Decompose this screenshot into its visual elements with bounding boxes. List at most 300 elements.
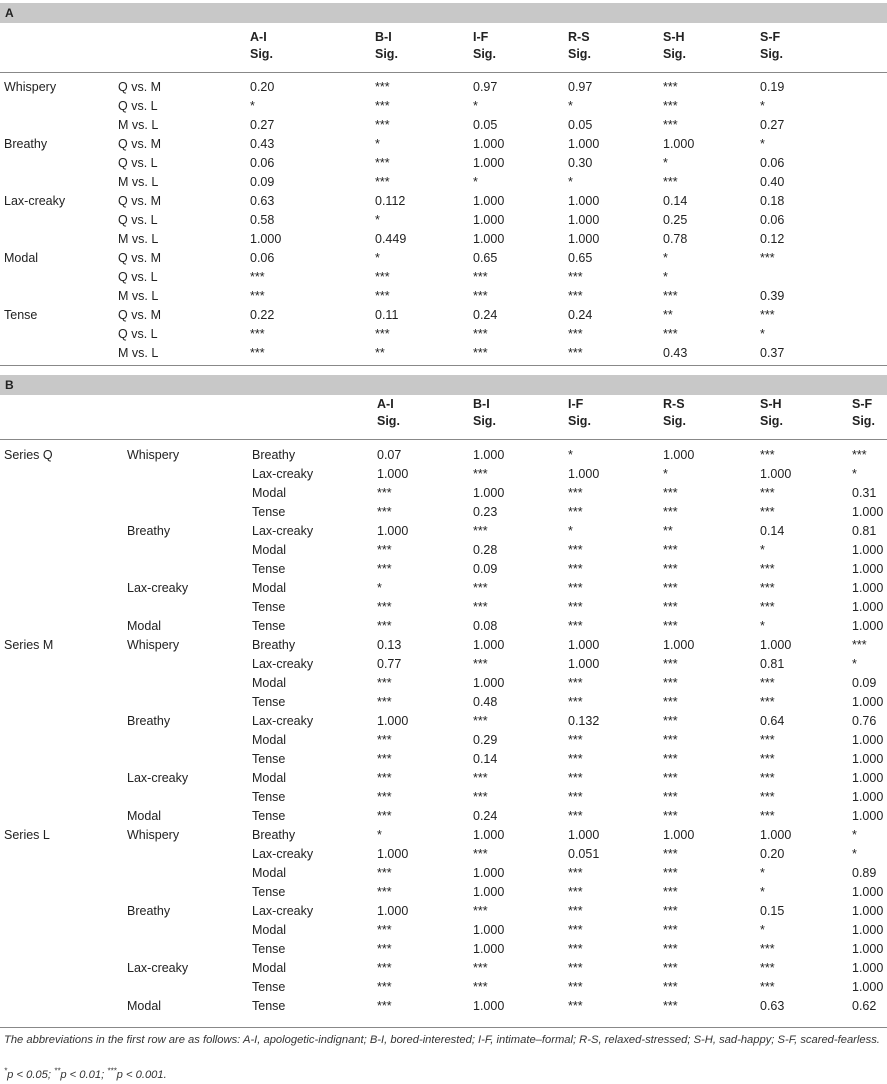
table-cell: *** bbox=[473, 327, 488, 341]
table-cell: 0.25 bbox=[663, 213, 688, 227]
table-cell: Lax-creaky bbox=[127, 771, 189, 785]
table-cell: 1.000 bbox=[473, 137, 505, 151]
table-cell: *** bbox=[473, 581, 488, 595]
table-cell: 0.97 bbox=[473, 80, 498, 94]
panel-b-header-band bbox=[0, 375, 887, 395]
table-cell: 0.43 bbox=[663, 346, 688, 360]
column-header-i-f: I-F bbox=[568, 397, 584, 411]
table-cell: *** bbox=[377, 733, 392, 747]
table-cell: 0.77 bbox=[377, 657, 402, 671]
table-cell: *** bbox=[568, 790, 583, 804]
table-cell: *** bbox=[663, 657, 678, 671]
table-cell: *** bbox=[663, 752, 678, 766]
table-cell: 0.24 bbox=[568, 308, 593, 322]
table-cell: *** bbox=[760, 752, 775, 766]
table-cell: 0.11 bbox=[375, 308, 399, 322]
table-cell: * bbox=[375, 251, 380, 265]
table-cell: *** bbox=[377, 695, 392, 709]
column-header-sig: Sig. bbox=[250, 47, 273, 61]
table-cell: *** bbox=[375, 156, 390, 170]
table-cell: Breathy bbox=[127, 904, 171, 918]
table-cell: *** bbox=[663, 289, 678, 303]
table-cell: *** bbox=[663, 695, 678, 709]
table-cell: *** bbox=[473, 961, 488, 975]
table-cell: 1.000 bbox=[473, 885, 505, 899]
table-cell: 1.000 bbox=[852, 885, 884, 899]
column-header-sig: Sig. bbox=[760, 47, 783, 61]
table-cell: Tense bbox=[252, 999, 286, 1013]
table-cell: ** bbox=[663, 308, 673, 322]
column-header-sig: Sig. bbox=[375, 47, 398, 61]
table-cell: *** bbox=[568, 676, 583, 690]
table-cell: *** bbox=[250, 289, 265, 303]
table-cell: 0.449 bbox=[375, 232, 407, 246]
table-cell: 1.000 bbox=[852, 733, 884, 747]
table-cell: *** bbox=[568, 904, 583, 918]
column-header-sig: Sig. bbox=[568, 47, 591, 61]
table-cell: * bbox=[663, 156, 668, 170]
column-header-sig: Sig. bbox=[473, 414, 496, 428]
table-cell: Lax-creaky bbox=[252, 847, 314, 861]
table-cell: 1.000 bbox=[852, 961, 884, 975]
table-cell: *** bbox=[663, 175, 678, 189]
table-cell: 1.000 bbox=[568, 828, 600, 842]
table-cell: Whispery bbox=[127, 828, 180, 842]
table-cell: 0.051 bbox=[568, 847, 600, 861]
table-cell: 0.39 bbox=[760, 289, 785, 303]
table-cell: 1.000 bbox=[568, 638, 600, 652]
table-cell: 0.48 bbox=[473, 695, 498, 709]
table-cell: *** bbox=[663, 980, 678, 994]
table-cell: *** bbox=[377, 676, 392, 690]
table-cell: * bbox=[760, 137, 765, 151]
table-cell: *** bbox=[663, 676, 678, 690]
table-cell: * bbox=[760, 99, 765, 113]
table-cell: M vs. L bbox=[118, 289, 159, 303]
table-cell: M vs. L bbox=[118, 118, 159, 132]
table-cell: Series L bbox=[4, 828, 50, 842]
table-cell: * bbox=[250, 99, 255, 113]
table-cell: 0.132 bbox=[568, 714, 600, 728]
table-cell: 1.000 bbox=[852, 600, 884, 614]
table-cell: Breathy bbox=[252, 448, 296, 462]
table-cell: * bbox=[760, 543, 765, 557]
table-cell: *** bbox=[663, 99, 678, 113]
column-header-s-f: S-F bbox=[760, 30, 781, 44]
table-cell: Tense bbox=[252, 505, 286, 519]
footnote-abbreviations bbox=[4, 1032, 880, 1049]
table-cell: 0.43 bbox=[250, 137, 275, 151]
table-cell: *** bbox=[568, 581, 583, 595]
table-cell: Modal bbox=[252, 961, 287, 975]
table-cell: *** bbox=[377, 543, 392, 557]
table-cell: 0.62 bbox=[852, 999, 877, 1013]
table-cell: 0.63 bbox=[760, 999, 785, 1013]
table-cell: Q vs. M bbox=[118, 308, 162, 322]
table-cell: *** bbox=[760, 562, 775, 576]
table-cell: 1.000 bbox=[568, 194, 600, 208]
table-cell: * bbox=[760, 885, 765, 899]
table-cell: *** bbox=[663, 714, 678, 728]
table-cell: Q vs. M bbox=[118, 80, 162, 94]
column-header-b-i: B-I bbox=[375, 30, 392, 44]
table-cell: *** bbox=[760, 581, 775, 595]
table-cell: *** bbox=[568, 752, 583, 766]
table-cell: *** bbox=[568, 543, 583, 557]
table-cell: 0.19 bbox=[760, 80, 785, 94]
table-cell: Modal bbox=[252, 923, 287, 937]
table-cell: Tense bbox=[252, 809, 286, 823]
table-cell: 0.06 bbox=[760, 156, 785, 170]
table-cell: Lax-creaky bbox=[127, 961, 189, 975]
table-cell: * bbox=[760, 866, 765, 880]
table-cell: Modal bbox=[252, 771, 287, 785]
table-cell: M vs. L bbox=[118, 232, 159, 246]
table-cell: 1.000 bbox=[377, 847, 409, 861]
table-cell: 0.63 bbox=[250, 194, 275, 208]
table-cell: 1.000 bbox=[473, 213, 505, 227]
footnote-abbreviations-text: The abbreviations in the first row are as follows: A-I, apologetic-indignant; B-I, bored-interested; I-F, intimate–formal; R-S, relaxed-stressed; S-H, sad-happy; S-F, scared-fearless. bbox=[4, 1034, 880, 1046]
table-cell: 1.000 bbox=[473, 156, 505, 170]
table-cell: Q vs. M bbox=[118, 251, 162, 265]
table-cell: Series M bbox=[4, 638, 54, 652]
table-cell: *** bbox=[663, 809, 678, 823]
table-cell: 1.000 bbox=[568, 213, 600, 227]
table-cell: 0.22 bbox=[250, 308, 275, 322]
table-cell: Modal bbox=[127, 619, 162, 633]
table-cell: Q vs. L bbox=[118, 270, 158, 284]
table-cell: 0.09 bbox=[250, 175, 275, 189]
table-cell: *** bbox=[663, 562, 678, 576]
table-cell: Modal bbox=[252, 866, 287, 880]
table-cell: *** bbox=[377, 942, 392, 956]
table-cell: * bbox=[852, 828, 857, 842]
table-cell: 0.18 bbox=[760, 194, 785, 208]
panel-b-bottom-rule bbox=[0, 1027, 887, 1028]
table-cell: 1.000 bbox=[852, 752, 884, 766]
table-cell: *** bbox=[568, 771, 583, 785]
table-cell: *** bbox=[663, 904, 678, 918]
table-cell: 1.000 bbox=[568, 467, 600, 481]
table-cell: *** bbox=[663, 866, 678, 880]
table-cell: *** bbox=[663, 118, 678, 132]
footnote-significance bbox=[4, 1067, 880, 1084]
table-cell: 0.14 bbox=[760, 524, 785, 538]
table-cell: *** bbox=[760, 676, 775, 690]
table-cell: 0.97 bbox=[568, 80, 593, 94]
table-cell: 0.27 bbox=[760, 118, 785, 132]
table-cell: Modal bbox=[252, 543, 287, 557]
table-cell: *** bbox=[250, 327, 265, 341]
table-cell: *** bbox=[377, 809, 392, 823]
table-cell: 0.06 bbox=[250, 251, 275, 265]
table-cell: 0.58 bbox=[250, 213, 275, 227]
table-cell: *** bbox=[377, 619, 392, 633]
column-header-sig: Sig. bbox=[473, 47, 496, 61]
table-cell: *** bbox=[568, 999, 583, 1013]
table-cell: Q vs. L bbox=[118, 213, 158, 227]
table-cell: *** bbox=[760, 771, 775, 785]
table-cell: M vs. L bbox=[118, 346, 159, 360]
table-cell: Lax-creaky bbox=[4, 194, 66, 208]
table-cell: *** bbox=[760, 809, 775, 823]
table-cell: 0.27 bbox=[250, 118, 275, 132]
table-cell: *** bbox=[473, 771, 488, 785]
table-cell: *** bbox=[473, 289, 488, 303]
table-cell: *** bbox=[760, 961, 775, 975]
table-cell: *** bbox=[250, 346, 265, 360]
table-cell: Modal bbox=[252, 733, 287, 747]
table-cell: *** bbox=[663, 961, 678, 975]
table-cell: 1.000 bbox=[852, 581, 884, 595]
table-cell: *** bbox=[663, 80, 678, 94]
table-cell: 1.000 bbox=[473, 486, 505, 500]
table-cell: *** bbox=[663, 327, 678, 341]
table-cell: 1.000 bbox=[852, 942, 884, 956]
column-header-sig: Sig. bbox=[377, 414, 400, 428]
table-cell: * bbox=[375, 213, 380, 227]
table-cell: Breathy bbox=[127, 524, 171, 538]
table-cell: 0.07 bbox=[377, 448, 402, 462]
table-cell: 0.08 bbox=[473, 619, 498, 633]
table-cell: 1.000 bbox=[377, 904, 409, 918]
column-header-sig: Sig. bbox=[663, 414, 686, 428]
table-cell: *** bbox=[760, 942, 775, 956]
table-cell: *** bbox=[377, 771, 392, 785]
table-cell: * bbox=[760, 619, 765, 633]
table-cell: *** bbox=[760, 695, 775, 709]
sig2-text: p < 0.01; bbox=[60, 1069, 108, 1081]
table-cell: 0.05 bbox=[568, 118, 593, 132]
table-cell: 0.09 bbox=[473, 562, 498, 576]
table-cell: Series Q bbox=[4, 448, 53, 462]
column-header-s-f: S-F bbox=[852, 397, 873, 411]
table-cell: Tense bbox=[252, 562, 286, 576]
column-header-a-i: A-I bbox=[250, 30, 267, 44]
table-cell: *** bbox=[663, 581, 678, 595]
table-cell: 1.000 bbox=[663, 448, 695, 462]
table-cell: *** bbox=[568, 733, 583, 747]
table-cell: Breathy bbox=[252, 828, 296, 842]
table-cell: 1.000 bbox=[852, 562, 884, 576]
table-cell: * bbox=[568, 448, 573, 462]
table-cell: 0.29 bbox=[473, 733, 498, 747]
table-cell: Modal bbox=[127, 809, 162, 823]
table-cell: M vs. L bbox=[118, 175, 159, 189]
table-cell: 1.000 bbox=[852, 695, 884, 709]
table-cell: 1.000 bbox=[473, 194, 505, 208]
table-cell: * bbox=[375, 137, 380, 151]
panel-b-label: B bbox=[5, 378, 14, 392]
table-cell: *** bbox=[375, 327, 390, 341]
table-cell: *** bbox=[377, 600, 392, 614]
table-cell: * bbox=[852, 467, 857, 481]
table-cell: 1.000 bbox=[663, 828, 695, 842]
table-cell: Breathy bbox=[4, 137, 48, 151]
table-cell: 0.12 bbox=[760, 232, 785, 246]
table-cell: *** bbox=[568, 600, 583, 614]
table-cell: * bbox=[852, 847, 857, 861]
table-cell: * bbox=[760, 923, 765, 937]
sig3-text: p < 0.001. bbox=[116, 1069, 167, 1081]
table-cell: 0.78 bbox=[663, 232, 688, 246]
table-cell: *** bbox=[377, 885, 392, 899]
table-cell: Whispery bbox=[4, 80, 57, 94]
column-header-a-i: A-I bbox=[377, 397, 394, 411]
column-header-s-h: S-H bbox=[760, 397, 782, 411]
table-cell: *** bbox=[375, 175, 390, 189]
table-cell: ** bbox=[663, 524, 673, 538]
table-cell: *** bbox=[250, 270, 265, 284]
table-cell: *** bbox=[377, 790, 392, 804]
column-header-sig: Sig. bbox=[852, 414, 875, 428]
table-cell: 1.000 bbox=[663, 137, 695, 151]
table-cell: Whispery bbox=[127, 638, 180, 652]
table-cell: 1.000 bbox=[852, 809, 884, 823]
table-cell: 0.30 bbox=[568, 156, 593, 170]
column-header-b-i: B-I bbox=[473, 397, 490, 411]
table-cell: *** bbox=[375, 99, 390, 113]
table-cell: Lax-creaky bbox=[252, 524, 314, 538]
table-cell: *** bbox=[663, 790, 678, 804]
table-cell: 0.05 bbox=[473, 118, 498, 132]
table-cell: * bbox=[568, 99, 573, 113]
table-cell: *** bbox=[663, 923, 678, 937]
table-cell: 1.000 bbox=[473, 638, 505, 652]
table-cell: *** bbox=[568, 346, 583, 360]
table-cell: * bbox=[852, 657, 857, 671]
table-cell: *** bbox=[760, 308, 775, 322]
sig1-text: p < 0.05; bbox=[7, 1069, 55, 1081]
table-cell: *** bbox=[377, 999, 392, 1013]
table-cell: Breathy bbox=[127, 714, 171, 728]
table-cell: *** bbox=[663, 847, 678, 861]
table-cell: 1.000 bbox=[473, 942, 505, 956]
table-cell: *** bbox=[377, 562, 392, 576]
table-cell: *** bbox=[375, 80, 390, 94]
table-cell: 0.20 bbox=[250, 80, 275, 94]
table-cell: 1.000 bbox=[568, 232, 600, 246]
table-cell: *** bbox=[663, 999, 678, 1013]
table-cell: Q vs. M bbox=[118, 137, 162, 151]
table-cell: 0.40 bbox=[760, 175, 785, 189]
table-cell: *** bbox=[568, 486, 583, 500]
table-cell: *** bbox=[568, 327, 583, 341]
table-cell: 1.000 bbox=[377, 524, 409, 538]
table-cell: *** bbox=[377, 961, 392, 975]
table-cell: 1.000 bbox=[663, 638, 695, 652]
table-cell: *** bbox=[760, 448, 775, 462]
table-cell: * bbox=[663, 251, 668, 265]
table-cell: 1.000 bbox=[852, 904, 884, 918]
table-cell: *** bbox=[568, 885, 583, 899]
table-cell: Modal bbox=[252, 676, 287, 690]
table-cell: *** bbox=[568, 942, 583, 956]
table-cell: Lax-creaky bbox=[127, 581, 189, 595]
table-cell: *** bbox=[663, 505, 678, 519]
table-cell: *** bbox=[760, 733, 775, 747]
table-cell: *** bbox=[473, 847, 488, 861]
panel-a-header-rule bbox=[0, 72, 887, 73]
table-cell: 1.000 bbox=[852, 980, 884, 994]
table-cell: 1.000 bbox=[852, 543, 884, 557]
table-cell: 0.06 bbox=[250, 156, 275, 170]
table-cell: 1.000 bbox=[852, 771, 884, 785]
table-cell: 0.06 bbox=[760, 213, 785, 227]
table-cell: Tense bbox=[252, 752, 286, 766]
table-cell: *** bbox=[473, 270, 488, 284]
table-cell: 1.000 bbox=[473, 999, 505, 1013]
column-header-i-f: I-F bbox=[473, 30, 489, 44]
table-cell: 0.14 bbox=[663, 194, 688, 208]
table-cell: 0.81 bbox=[760, 657, 785, 671]
table-cell: Whispery bbox=[127, 448, 180, 462]
table-cell: Tense bbox=[252, 885, 286, 899]
table-cell: *** bbox=[568, 961, 583, 975]
table-cell: *** bbox=[375, 118, 390, 132]
table-cell: *** bbox=[568, 562, 583, 576]
panel-a-header-band bbox=[0, 3, 887, 23]
table-cell: *** bbox=[760, 980, 775, 994]
table-cell: Tense bbox=[252, 695, 286, 709]
table-cell: 0.65 bbox=[568, 251, 593, 265]
table-cell: *** bbox=[568, 923, 583, 937]
table-cell: *** bbox=[473, 524, 488, 538]
table-cell: *** bbox=[760, 505, 775, 519]
table-cell: *** bbox=[568, 289, 583, 303]
table-cell: *** bbox=[473, 600, 488, 614]
table-cell: 0.65 bbox=[473, 251, 498, 265]
table-cell: 0.23 bbox=[473, 505, 498, 519]
column-header-sig: Sig. bbox=[760, 414, 783, 428]
table-cell: *** bbox=[377, 505, 392, 519]
table-cell: *** bbox=[663, 619, 678, 633]
table-cell: 1.000 bbox=[852, 790, 884, 804]
table-cell: *** bbox=[473, 467, 488, 481]
table-cell: 1.000 bbox=[852, 923, 884, 937]
table-cell: 1.000 bbox=[760, 828, 792, 842]
table-cell: *** bbox=[568, 619, 583, 633]
table-cell: *** bbox=[852, 638, 867, 652]
table-cell: *** bbox=[377, 752, 392, 766]
table-cell: *** bbox=[473, 657, 488, 671]
table-cell: *** bbox=[663, 486, 678, 500]
table-cell: Breathy bbox=[252, 638, 296, 652]
table-cell: * bbox=[568, 524, 573, 538]
table-cell: 0.09 bbox=[852, 676, 877, 690]
table-cell: Modal bbox=[252, 581, 287, 595]
table-cell: 0.112 bbox=[375, 194, 406, 208]
panel-a-bottom-rule bbox=[0, 365, 887, 366]
table-cell: *** bbox=[377, 486, 392, 500]
table-cell: *** bbox=[568, 270, 583, 284]
table-cell: 1.000 bbox=[473, 448, 505, 462]
column-header-s-h: S-H bbox=[663, 30, 685, 44]
table-cell: 1.000 bbox=[568, 657, 600, 671]
table-cell: 0.81 bbox=[852, 524, 877, 538]
panel-b-header-rule bbox=[0, 439, 887, 440]
table-cell: *** bbox=[568, 980, 583, 994]
table-cell: 0.76 bbox=[852, 714, 877, 728]
table-cell: *** bbox=[568, 505, 583, 519]
table-cell: 0.89 bbox=[852, 866, 877, 880]
table-cell: Modal bbox=[127, 999, 162, 1013]
column-header-r-s: R-S bbox=[568, 30, 590, 44]
table-cell: *** bbox=[473, 714, 488, 728]
table-cell: 1.000 bbox=[760, 467, 792, 481]
column-header-sig: Sig. bbox=[663, 47, 686, 61]
table-cell: 1.000 bbox=[568, 137, 600, 151]
